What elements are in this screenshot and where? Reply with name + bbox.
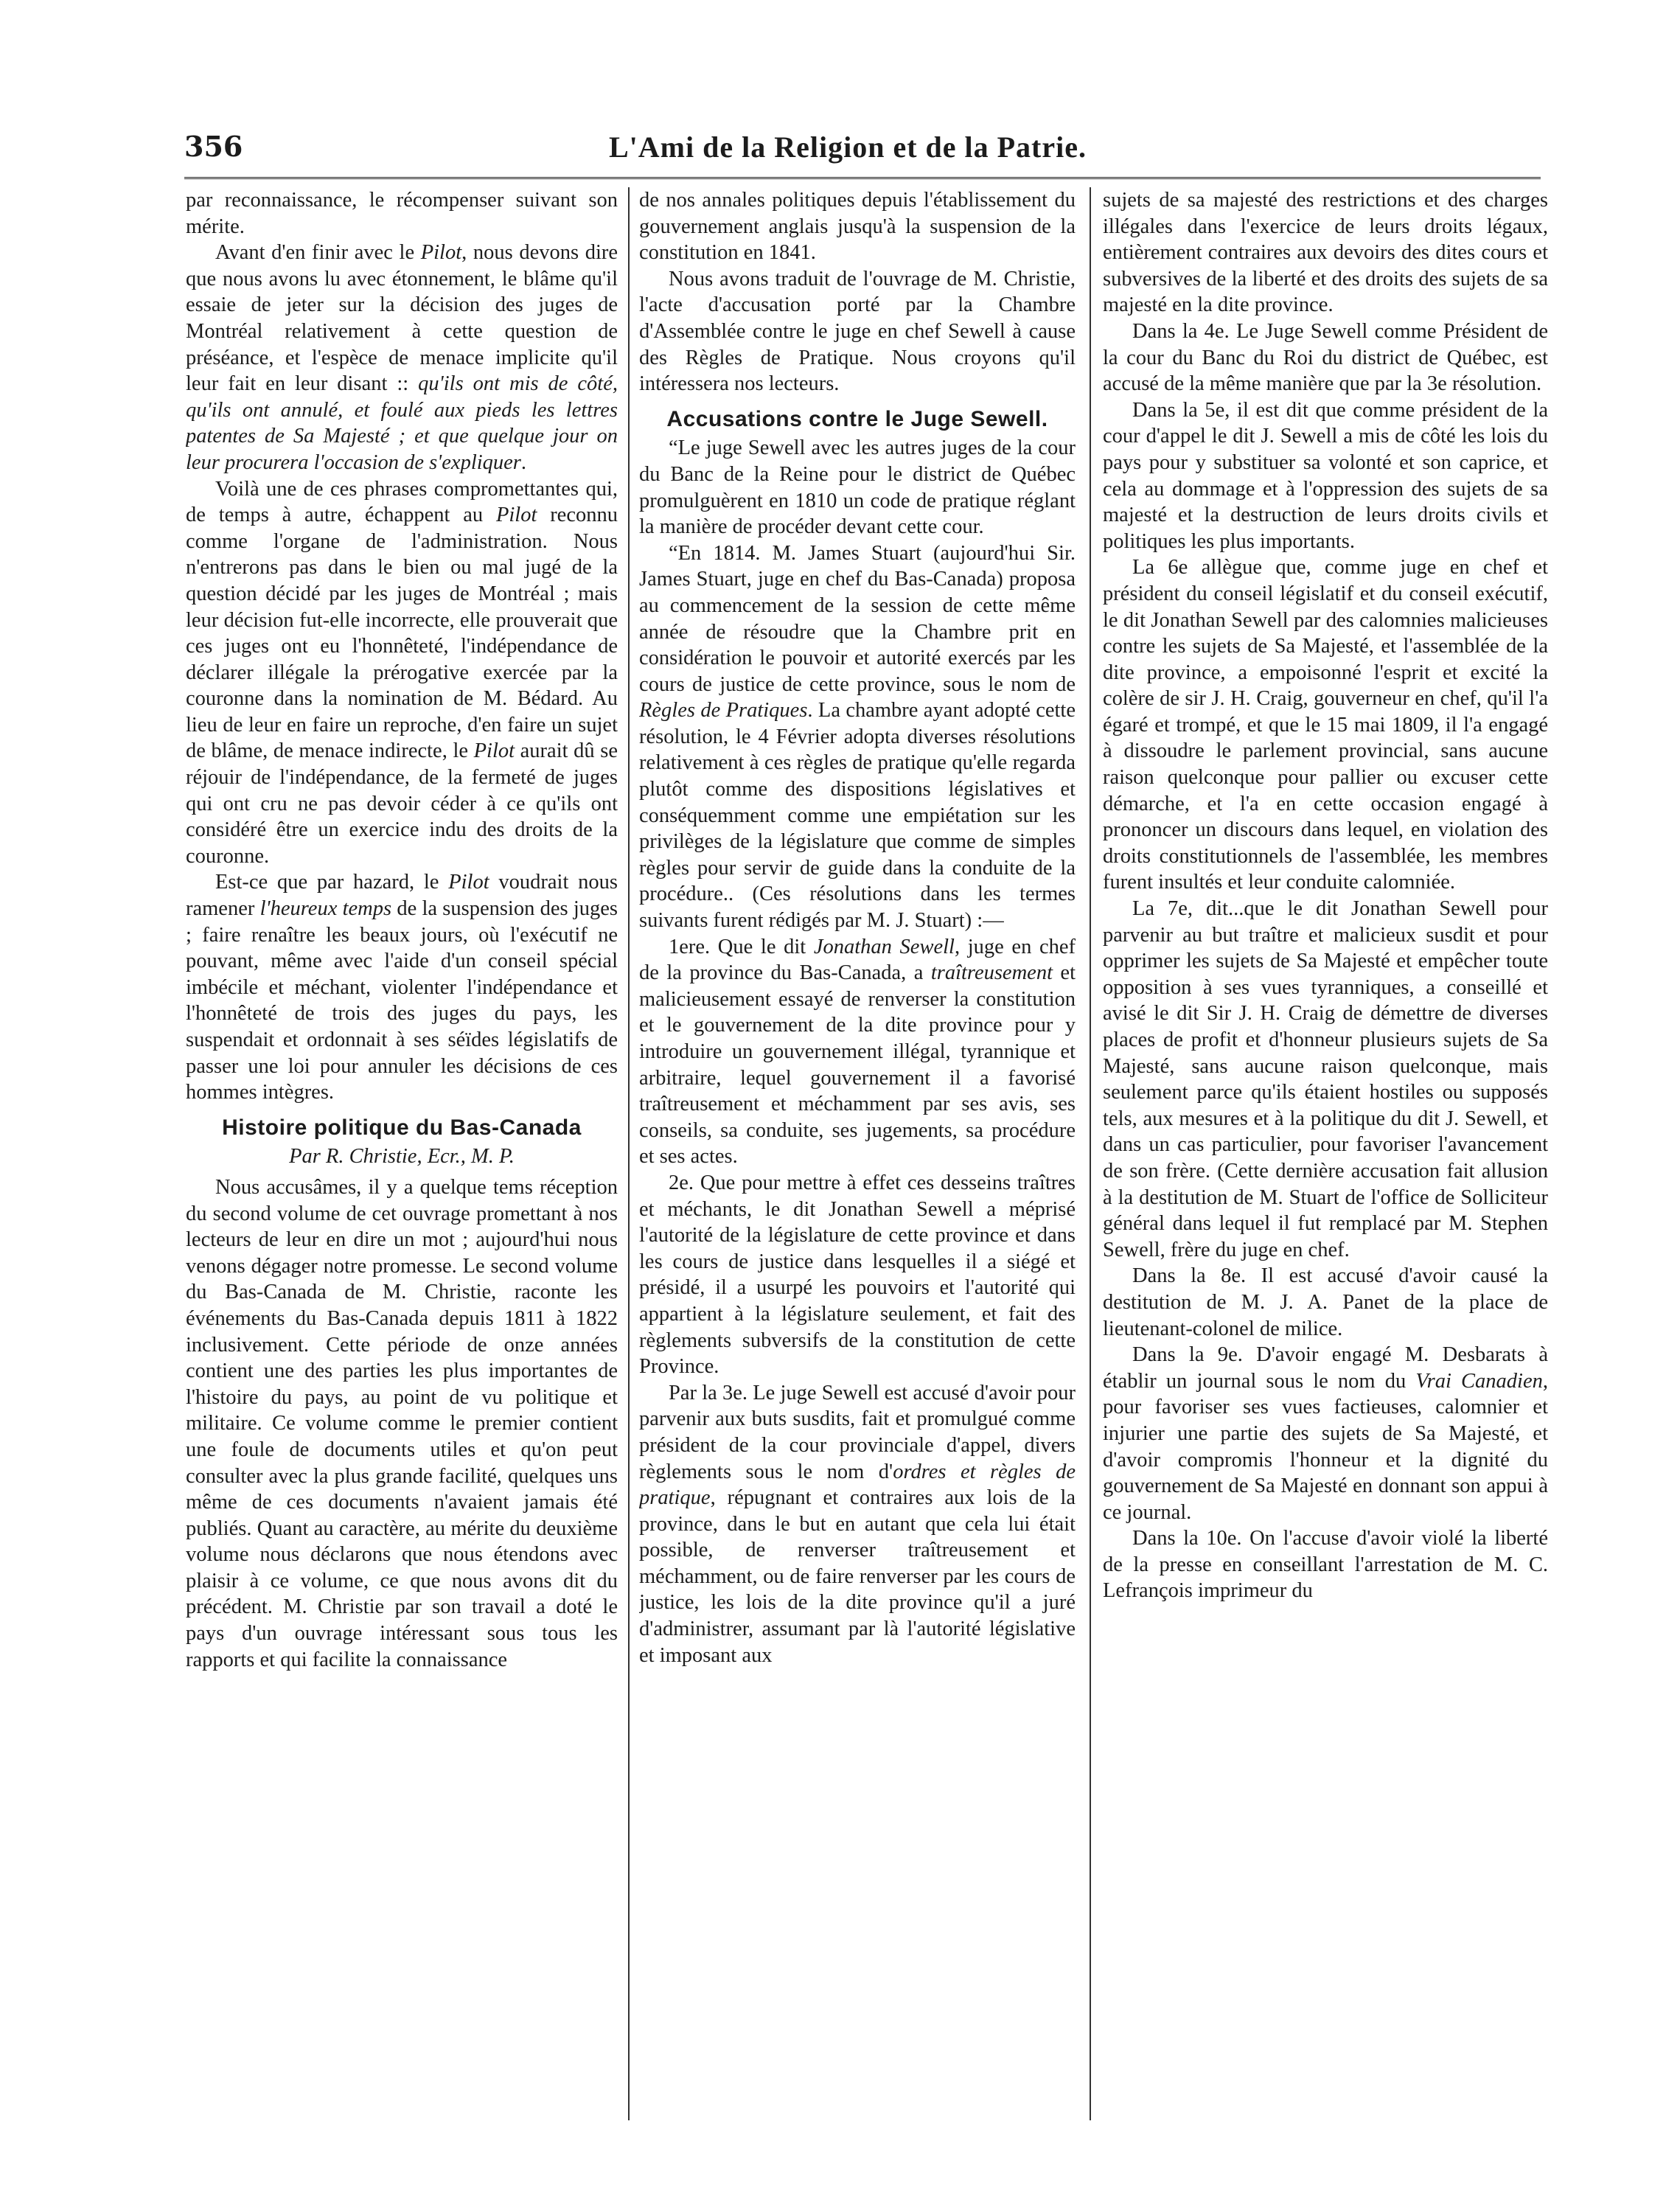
paragraph <box>639 540 1076 934</box>
text-run: reconnu comme l'organe de l'administration. Nous n'entrerons pas dans le bien ou mal jugé de la question décidé par les juges de Montréal ; mais leur décision fut-elle incorrecte, elle prouverait que ces juges ont eu l'honnêteté, l'indépendance de déclarer illégale la prérogative exercée par la couronne dans la nomination de M. Bédard. Au lieu de leur en faire un reproche, d'en faire un sujet de blâme, de menace indirecte, le <box>186 504 618 763</box>
article-heading: Accusations contre le Juge Sewell. <box>666 406 1048 431</box>
header-rule <box>184 177 1541 179</box>
text-run: sujets de sa majesté des restrictions et des charges illégales dans l'exercice de leurs droits légaux, entièrement contraires aux devoirs des dites cours et subversives de la liberté et des droits des sujets de sa majesté en la dite province. <box>1103 189 1548 317</box>
column-1 <box>186 187 618 2134</box>
paragraph <box>1103 554 1548 896</box>
text-run: par reconnaissance, le récompenser suivant son mérite. <box>186 189 618 238</box>
italic-text: Règles de Pratiques <box>639 699 808 723</box>
paragraph <box>1103 1263 1548 1342</box>
running-title: L'Ami de la Religion et de la Patrie. <box>608 130 1087 164</box>
text-run: Dans la 8e. Il est accusé d'avoir causé la destitution de M. J. A. Panet de la place de lieutenant-colonel de milice. <box>1103 1264 1548 1340</box>
italic-text: Pilot <box>420 241 462 265</box>
paragraph <box>1103 397 1548 555</box>
paragraph <box>639 1380 1076 1669</box>
text-run: 2e. Que pour mettre à effet ces desseins traîtres et méchants, le dit Jonathan Sewell a méprisé l'autorité de la législature de cette province et dans les cours de justice dans lesquelles il a siégé et présidé, il a usurpé les pouvoirs et l'autorité qui appartient à la législature seulement, et fait des règlements subversifs de la constitution de cette Province. <box>639 1171 1076 1379</box>
paragraph <box>186 476 618 870</box>
text-run: Nous avons traduit de l'ouvrage de M. Christie, l'acte d'accusation porté par la Chambre d'Assemblée contre le juge en chef Sewell à cause des Règles de Pratique. Nous croyons qu'il intéressera nos lecteurs. <box>639 267 1076 396</box>
article-byline: Par R. Christie, Ecr., M. P. <box>289 1145 515 1169</box>
paragraph <box>186 187 618 240</box>
column-3 <box>1103 187 1548 2134</box>
paragraph <box>639 934 1076 1170</box>
italic-text: Jonathan Sewell <box>813 935 955 958</box>
italic-text: qu'ils ont mis de côté, qu'ils ont annulé, et foulé aux pieds les lettres patentes de Sa Majesté ; et que quelque jour on leur procurera l'occasion de s'expliquer <box>186 372 618 474</box>
paragraph <box>1103 187 1548 318</box>
text-run: aurait dû se réjouir de l'indépendance, de la fermeté de juges qui ont cru ne pas devoir céder à ce qu'ils ont considéré être un exercice indu des droits de la couronne. <box>186 739 618 868</box>
text-run: La 6e allègue que, comme juge en chef et président du conseil législatif et du conseil exécutif, le dit Jonathan Sewell par des calomnies malicieuses contre les sujets de Sa Majesté, et l'assemblée de la dite province, a empoisonné l'esprit et excité la colère de sir J. H. Craig, gouverneur en chef, qu'il l'a égaré et trompé, et que le 15 mai 1809, il l'a engagé à dissoudre le parlement provincial, sans aucune raison quelconque pour pallier ou excuser cette démarche, et l'a en cette occasion engagé à prononcer un discours dans lequel, en violation des droits constitutionnels de l'assemblée, les membres furent insultés et leur conduite calomniée. <box>1103 556 1548 894</box>
italic-text: Vrai Canadien <box>1415 1369 1543 1393</box>
text-run: Dans la 9e. D'avoir engagé M. Desbarats à établir un journal sous le nom du <box>1103 1343 1548 1393</box>
paragraph <box>1103 896 1548 1263</box>
text-run: , juge en chef de la province du Bas-Canada, a <box>639 935 1076 985</box>
text-run: Avant d'en finir avec le <box>215 241 421 265</box>
paragraph <box>639 435 1076 540</box>
italic-text: Pilot <box>448 871 489 894</box>
italic-text: traîtreusement <box>930 961 1053 985</box>
paragraph <box>639 1170 1076 1380</box>
text-run: 1ere. Que le dit <box>669 935 814 958</box>
text-run: , pour favoriser ses vues factieuses, calomnier et injurier une partie des sujets de Sa Majesté, et d'avoir compromis l'honneur et la dignité du gouvernement de Sa Majesté en donnant son appui à ce journal. <box>1103 1369 1548 1524</box>
italic-text: ordres et règles de pratique <box>639 1460 1076 1510</box>
text-run: La 7e, dit...que le dit Jonathan Sewell pour parvenir au but traître et malicieux susdit et pour opprimer les sujets de Sa Majesté et empêcher toute opposition à ses vues tyranniques, a conseillé et avisé le dit Sir J. H. Craig de démettre de diverses places de profit et d'honneur plusieurs sujets de Sa Majesté, sans aucune raison quelconque, mais seulement parce qu'ils étaient hostiles ou supposés tels, aux mesures et à la politique du dit J. Sewell, et dans un cas particulier, pour favoriser l'avancement de son frère. (Cette dernière accusation fait allusion à la destitution de M. Stuart de l'office de Solliciteur général dans lequel il fut remplacé par M. Stephen Sewell, frère du juge en chef. <box>1103 897 1548 1261</box>
column-divider-2 <box>1090 187 1091 2120</box>
column-divider-1 <box>628 187 630 2120</box>
text-run: “Le juge Sewell avec les autres juges de la cour du Banc de la Reine pour le district de Québec promulguèrent en 1810 un code de pratique réglant la manière de procéder devant cette cour. <box>639 436 1076 539</box>
text-run: . <box>520 450 527 474</box>
paragraph <box>186 240 618 476</box>
text-run: de la suspension des juges ; faire renaître les beaux jours, où l'exécutif ne pouvant, même avec l'aide d'un conseil spécial imbécile et méchant, violenter l'indépendance et l'honnêteté de trois des juges du pays, les suspendait et ordonnait à ses séïdes législatifs de passer une loi pour annuler les décisions de ces hommes intègres. <box>186 897 618 1104</box>
text-run: voudrait nous ramener <box>186 871 618 921</box>
paragraph <box>1103 1342 1548 1525</box>
text-run: . La chambre ayant adopté cette résolution, le 4 Février adopta diverses résolutions relativement à ces règles de pratique qu'elle regarda plutôt comme des dispositions législatives et conséquemment comme une empiétation sur les privilèges de la législature que comme de simples règles pour servir de guide dans la conduite de la procédure.. (Ces résolutions dans les termes suivants furent rédigés par M. J. Stuart) :— <box>639 699 1076 933</box>
page-header <box>184 130 1511 173</box>
column-2 <box>639 187 1076 2134</box>
text-run: Voilà une de ces phrases compromettantes qui, de temps à autre, échappent au <box>186 477 618 527</box>
text-run: Dans la 5e, il est dit que comme président de la cour d'appel le dit J. Sewell a mis de côté les lois du pays pour y substituer sa volonté et son caprice, et cela au dommage et à l'oppression des sujets de sa majesté et la destruction de leurs droits civils et politiques les plus importants. <box>1103 398 1548 553</box>
paragraph <box>1103 1525 1548 1604</box>
italic-text: Pilot <box>495 504 537 527</box>
text-run: Est-ce que par hazard, le <box>215 871 449 894</box>
paragraph <box>639 266 1076 397</box>
text-run: , nous devons dire que nous avons lu avec étonnement, le blâme qu'il essaie de jeter sur la décision des juges de Montréal relativement à cette question de préséance, et l'espèce de menace implicite qu'il leur fait en leur disant :: <box>186 241 618 396</box>
text-run: , répugnant et contraires aux lois de la province, dans le but en autant que cela lui était possible, de renverser traîtreusement et méchamment, ou de faire renverser par les cours de justice, les lois de la dite province qu'il a juré d'administrer, assumant par là l'autorité législative et imposant aux <box>639 1486 1076 1667</box>
text-run: Par la 3e. Le juge Sewell est accusé d'avoir pour parvenir aux buts susdits, fait et promulgué comme président de la cour provinciale d'appel, divers règlements sous le nom d' <box>639 1381 1076 1483</box>
text-run: Dans la 4e. Le Juge Sewell comme Président de la cour du Banc du Roi du district de Québec, est accusé de la même manière que par la 3e résolution. <box>1103 319 1548 396</box>
paragraph <box>1103 318 1548 397</box>
text-run: Nous accusâmes, il y a quelque tems réception du second volume de cet ouvrage promettant à nos lecteurs de leur en dire un mot ; aujourd'hui nous venons dégager notre promesse. Le second volume du Bas-Canada de M. Christie, raconte les événements du Bas-Canada depuis 1811 à 1822 inclusivement. Cette période de onze années contient une des parties les plus importantes de l'histoire du pays, au point de vu politique et militaire. Ce volume comme le premier contient une foule de documents utiles et qu'on peut consulter avec la plus grande facilité, quelques uns même de ces documents n'avaient jamais été publiés. Quant au caractère, au mérite du deuxième volume nous déclarons que nous étendons avec plaisir à ce volume, ce que nous avons dit du précédent. M. Christie par son travail a doté le pays d'un ouvrage intéressant sous tous les rapports et qui facilite la connaissance <box>186 1175 618 1671</box>
paragraph <box>186 1174 618 1673</box>
text-run: “En 1814. M. James Stuart (aujourd'hui Sir. James Stuart, juge en chef du Bas-Canada) proposa au commencement de la session de cette même année de résoudre que la Chambre prit en considération le pouvoir et autorité exercés par les cours de justice de cette province, sous le nom de <box>639 541 1076 696</box>
article-heading: Histoire politique du Bas-Canada <box>222 1115 582 1140</box>
italic-text: Pilot <box>473 739 515 763</box>
paragraph <box>639 187 1076 266</box>
text-run: Dans la 10e. On l'accuse d'avoir violé la liberté de la presse en conseillant l'arrestation de M. C. Lefrançois imprimeur du <box>1103 1527 1548 1603</box>
page-number: 356 <box>184 130 243 163</box>
text-run: de nos annales politiques depuis l'établissement du gouvernement anglais jusqu'à la suspension de la constitution en 1841. <box>639 189 1076 265</box>
italic-text: l'heureux temps <box>259 897 392 921</box>
text-run: et malicieusement essayé de renverser la constitution et le gouvernement de la dite province pour y introduire un gouvernement illégal, tyrannique et arbitraire, lequel gouvernement il a favorisé traîtreusement et méchamment par ses avis, ses conseils, sa conduite, ses jugements, sa procédure et ses actes. <box>639 961 1076 1169</box>
paragraph <box>186 869 618 1105</box>
